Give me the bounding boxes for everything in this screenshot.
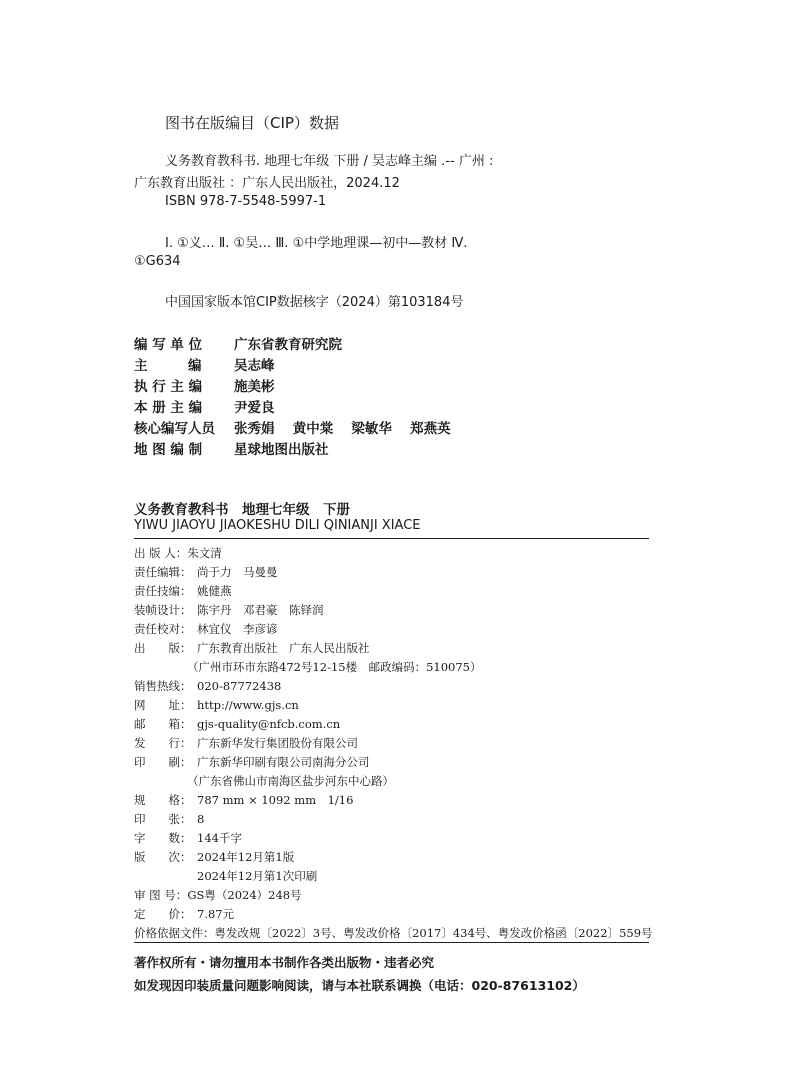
publication-value: 7.87元	[197, 907, 235, 921]
credit-label: 地 图 编 制	[134, 442, 203, 458]
cip-isbn: ISBN 978-7-5548-5997-1	[165, 194, 327, 209]
publication-continuation: 2024年12月第1次印刷	[197, 869, 318, 883]
publication-value: 8	[197, 812, 205, 826]
publication-row	[134, 640, 370, 656]
publication-label: 责任技编：	[134, 584, 192, 598]
cip-classification-cont: ①G634	[134, 254, 181, 269]
publication-row	[134, 811, 204, 827]
publication-row	[134, 925, 653, 941]
credit-label: 核心编写人员	[134, 421, 215, 437]
publication-value: 广东教育出版社 广东人民出版社	[197, 641, 370, 655]
publication-value: 广东新华发行集团股份有限公司	[197, 736, 358, 750]
credit-value: 张秀娟 黄中棠 梁敏华 郑燕英	[234, 421, 451, 437]
credit-row	[134, 375, 275, 395]
credit-label: 主 编	[134, 358, 202, 374]
publication-value: 144千字	[197, 831, 242, 845]
publication-value: 尚于力 马曼曼	[197, 565, 278, 579]
publication-continuation: （广东省佛山市南海区盐步河东中心路）	[187, 774, 394, 788]
publication-row	[134, 716, 340, 732]
credit-row	[134, 396, 275, 416]
credit-row	[134, 354, 275, 374]
credit-label: 编 写 单 位	[134, 337, 203, 353]
publication-row	[134, 678, 281, 694]
publication-row	[134, 792, 353, 808]
publication-label: 审 图 号：	[134, 888, 188, 902]
publication-value: 广东新华印刷有限公司南海分公司	[197, 755, 370, 769]
publication-label: 版 次：	[134, 850, 192, 864]
divider-bottom	[134, 942, 649, 943]
publication-value: gjs-quality@nfcb.com.cn	[197, 717, 341, 731]
publication-label: 发 行：	[134, 736, 192, 750]
credit-row	[134, 417, 451, 437]
cip-line-1: 义务教育教科书. 地理七年级 下册 / 吴志峰主编 .-- 广州 :	[165, 154, 494, 169]
publication-label: 规 格：	[134, 793, 192, 807]
publication-row	[134, 697, 299, 713]
publication-row	[134, 564, 278, 580]
publication-label: 出 版：	[134, 641, 192, 655]
publication-label: 责任校对：	[134, 622, 192, 636]
publication-label: 字 数：	[134, 831, 192, 845]
credit-label: 执 行 主 编	[134, 379, 203, 395]
cip-line-2: 广东教育出版社 ：广东人民出版社，2024.12	[134, 176, 400, 191]
publication-row	[134, 545, 222, 561]
book-title: 义务教育教科书 地理七年级 下册	[134, 502, 350, 518]
publication-value: 787 mm × 1092 mm 1/16	[197, 793, 354, 807]
publication-row	[134, 887, 302, 903]
cip-record-number: 中国国家版本馆CIP数据核字（2024）第103184号	[165, 295, 464, 310]
publication-value: 林宜仪 李彦谚	[197, 622, 278, 636]
publication-row	[134, 735, 358, 751]
cip-classification: Ⅰ. ①义… Ⅱ. ①吴… Ⅲ. ①中学地理课—初中—教材 Ⅳ.	[165, 236, 468, 251]
publication-value: 陈宇丹 邓君豪 陈铎润	[197, 603, 324, 617]
book-pinyin: YIWU JIAOYU JIAOKESHU DILI QINIANJI XIACE	[134, 518, 421, 533]
quality-notice: 如发现因印装质量问题影响阅读，请与本社联系调换（电话：020-87613102）	[134, 978, 585, 993]
divider-top	[134, 538, 649, 539]
publication-label: 印 刷：	[134, 755, 192, 769]
credit-label: 本 册 主 编	[134, 400, 203, 416]
publication-value: GS粤（2024）248号	[187, 888, 302, 902]
publication-row	[134, 583, 232, 599]
copyright-notice: 著作权所有・请勿擅用本书制作各类出版物・违者必究	[134, 955, 435, 970]
publication-label: 装帧设计：	[134, 603, 192, 617]
credit-row	[134, 333, 342, 353]
credit-value: 广东省教育研究院	[234, 337, 342, 353]
publication-row	[134, 754, 370, 770]
credit-value: 吴志峰	[234, 358, 275, 374]
publication-value: 粤发改规〔2022〕3号、粤发改价格〔2017〕434号、粤发改价格函〔2022〕559号	[214, 926, 653, 940]
publication-label: 定 价：	[134, 907, 192, 921]
credit-value: 星球地图出版社	[234, 442, 329, 458]
publication-label: 价格依据文件：	[134, 926, 215, 940]
credit-row	[134, 438, 329, 458]
publication-value: 朱文清	[187, 546, 222, 560]
publication-label: 责任编辑：	[134, 565, 192, 579]
publication-label: 销售热线：	[134, 679, 192, 693]
credit-value: 尹爱良	[234, 400, 275, 416]
publication-row	[134, 906, 234, 922]
credit-value: 施美彬	[234, 379, 275, 395]
publication-value: 姚健燕	[197, 584, 232, 598]
publication-value: 020-87772438	[197, 679, 282, 693]
publication-label: 出 版 人：	[134, 546, 188, 560]
publication-label: 印 张：	[134, 812, 192, 826]
publication-label: 邮 箱：	[134, 717, 192, 731]
publication-continuation: （广州市环市东路472号12-15楼 邮政编码：510075）	[187, 660, 482, 674]
publication-row	[134, 849, 294, 865]
publication-value: http://www.gjs.cn	[197, 698, 299, 712]
publication-row	[134, 602, 324, 618]
publication-row	[134, 830, 242, 846]
cip-title: 图书在版编目（CIP）数据	[165, 114, 339, 132]
publication-label: 网 址：	[134, 698, 192, 712]
publication-value: 2024年12月第1版	[197, 850, 295, 864]
publication-row	[134, 621, 278, 637]
